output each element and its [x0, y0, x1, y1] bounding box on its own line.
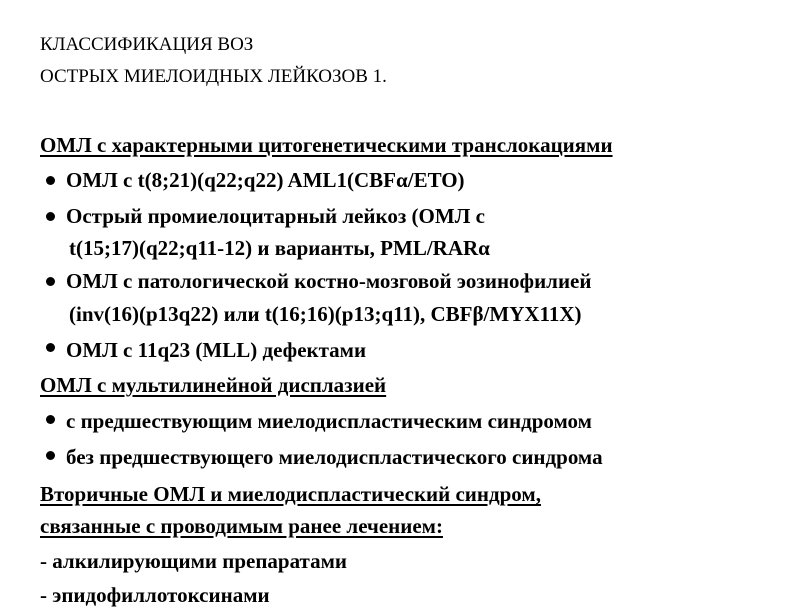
section-heading-multilineage: ОМЛ с мультилинейной дисплазией — [40, 373, 387, 397]
list-item: без предшествующего миелодиспластического синдрома — [66, 445, 603, 469]
list-item: с предшествующим миелодиспластическим синдромом — [66, 409, 592, 433]
list-item: ОМЛ с 11q23 (MLL) дефектами — [66, 338, 367, 362]
title-line-2: ОСТРЫХ МИЕЛОИДНЫХ ЛЕЙКОЗОВ 1. — [40, 66, 387, 87]
dash-list-item: - эпидофиллотоксинами — [40, 583, 270, 607]
section-heading-therapy-related: Вторичные ОМЛ и миелодиспластический синдром, — [40, 482, 541, 506]
list-item-continuation: (inv(16)(p13q22) или t(16;16)(p13;q11), CBFβ/MYX11X) — [69, 302, 582, 326]
dash-list-item: - алкилирующими препаратами — [40, 549, 348, 573]
section-heading-therapy-related-cont: связанные с проводимым ранее лечением: — [40, 514, 443, 538]
list-item: ОМЛ с патологической костно-мозговой эозинофилией — [66, 269, 592, 293]
bullet-icon — [46, 176, 55, 185]
list-item: ОМЛ с t(8;21)(q22;q22) AML1(CBFα/ETO) — [66, 168, 465, 192]
bullet-icon — [46, 451, 55, 460]
bullet-icon — [46, 277, 55, 286]
bullet-icon — [46, 343, 55, 352]
list-item: Острый промиелоцитарный лейкоз (ОМЛ с — [66, 204, 485, 228]
list-item-continuation: t(15;17)(q22;q11-12) и варианты, PML/RARα — [69, 236, 490, 260]
section-heading-cytogenetic: ОМЛ с характерными цитогенетическими транслокациями — [40, 133, 613, 157]
bullet-icon — [46, 212, 55, 221]
bullet-icon — [46, 415, 55, 424]
title-line-1: КЛАССИФИКАЦИЯ ВОЗ — [40, 34, 254, 55]
